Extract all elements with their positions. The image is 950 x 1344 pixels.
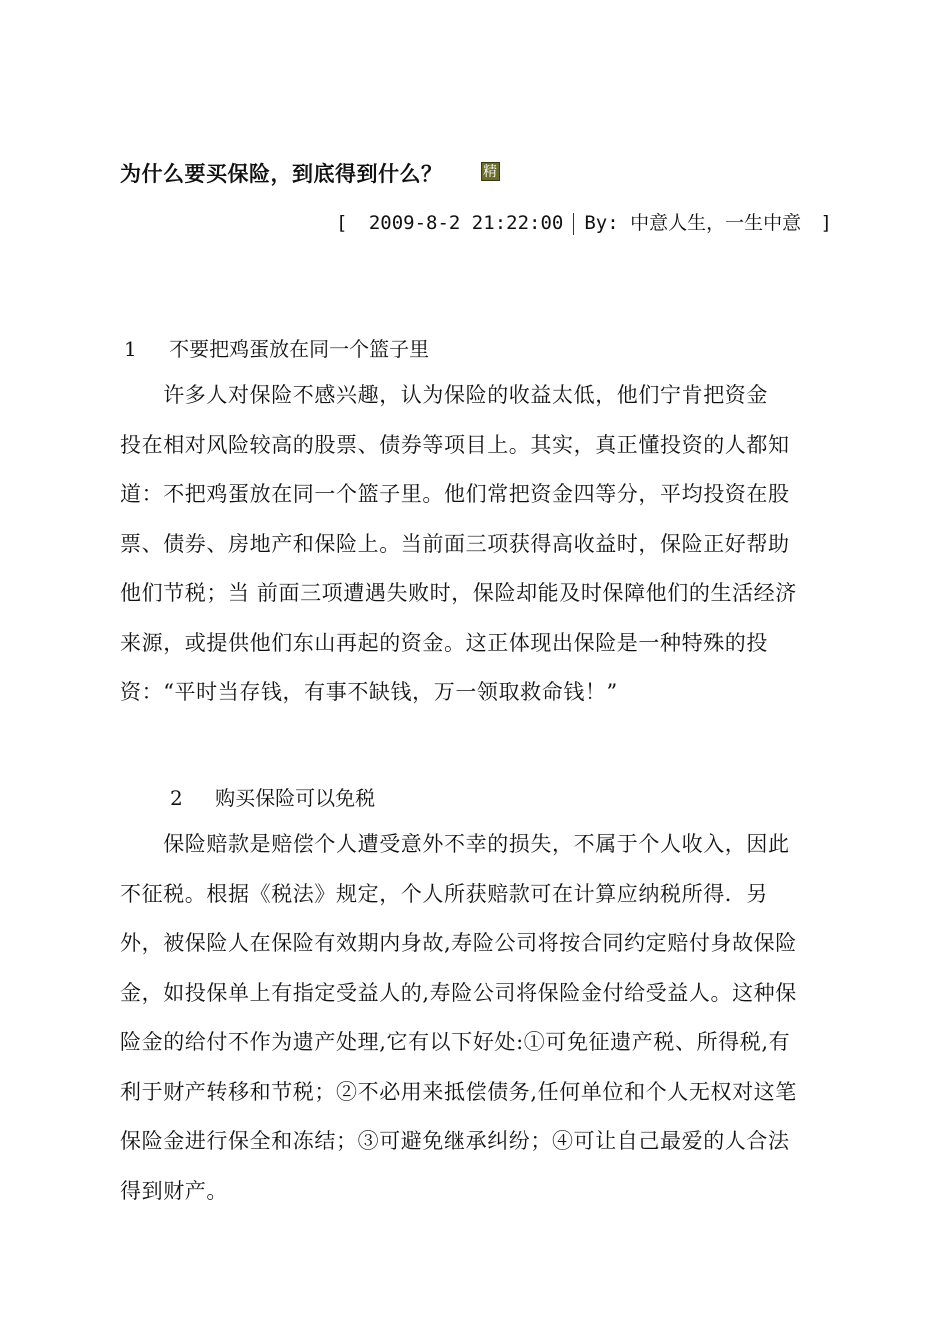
paragraph-line: 道：不把鸡蛋放在同一个篮子里。他们常把资金四等分，平均投资在股 — [120, 482, 790, 506]
paragraph-line: 不征税。根据《税法》规定，个人所获赔款可在计算应纳税所得．另 — [120, 881, 768, 906]
paragraph-line: 保险赔款是赔偿个人遭受意外不幸的损失，不属于个人收入，因此 — [120, 832, 790, 856]
section-title: 购买保险可以免税 — [215, 786, 376, 810]
featured-badge-icon: 精 — [481, 162, 500, 181]
meta-separator — [573, 213, 574, 235]
paragraph-line: 投在相对风险较高的股票、债券等项目上。其实，真正懂投资的人都知 — [120, 432, 790, 457]
paragraph-line: 来源，或提供他们东山再起的资金。这正体现出保险是一种特殊的投 — [120, 630, 768, 655]
section-number: 2 — [170, 786, 183, 810]
section-1-paragraph — [120, 371, 832, 718]
paragraph-line: 利于财产转移和节税；②不必用来抵偿债务,任何单位和个人无权对这笔 — [120, 1079, 797, 1104]
meta-open-bracket: [ — [335, 212, 348, 234]
paragraph-line: 许多人对保险不感兴趣，认为保险的收益太低，他们宁肯把资金 — [120, 383, 768, 407]
section-number: 1 — [124, 337, 137, 361]
meta-close-bracket: ] — [820, 212, 832, 234]
section-title: 不要把鸡蛋放在同一个篮子里 — [169, 337, 430, 361]
meta-author: By: 中意人生，一生中意 — [584, 212, 802, 234]
paragraph-line: 资：“平时当存钱，有事不缺钱，万一领取救命钱！” — [120, 680, 618, 704]
section-heading-1 — [124, 333, 429, 362]
paragraph-line: 外，被保险人在保险有效期内身故,寿险公司将按合同约定赔付身故保险 — [120, 931, 797, 955]
article-title-row — [120, 156, 500, 190]
paragraph-line: 保险金进行保全和冻结；③可避免继承纠纷；④可让自己最爱的人合法 — [120, 1129, 790, 1153]
paragraph-line: 票、债券、房地产和保险上。当前面三项获得高收益时，保险正好帮助 — [120, 531, 790, 556]
paragraph-line: 金，如投保单上有指定受益人的,寿险公司将保险金付给受益人。这种保 — [120, 980, 797, 1005]
section-2-paragraph — [120, 820, 832, 1216]
section-heading-2 — [170, 782, 375, 811]
meta-datetime: 2009-8-2 21:22:00 — [368, 212, 564, 234]
paragraph-line: 险金的给付不作为遗产处理,它有以下好处:①可免征遗产税、所得税,有 — [120, 1030, 791, 1054]
paragraph-line: 他们节税；当 前面三项遭遇失败时，保险却能及时保障他们的生活经济 — [120, 581, 797, 605]
paragraph-line: 得到财产。 — [120, 1178, 228, 1203]
article-title: 为什么要买保险，到底得到什么？ — [120, 162, 443, 186]
article-meta — [336, 208, 832, 235]
